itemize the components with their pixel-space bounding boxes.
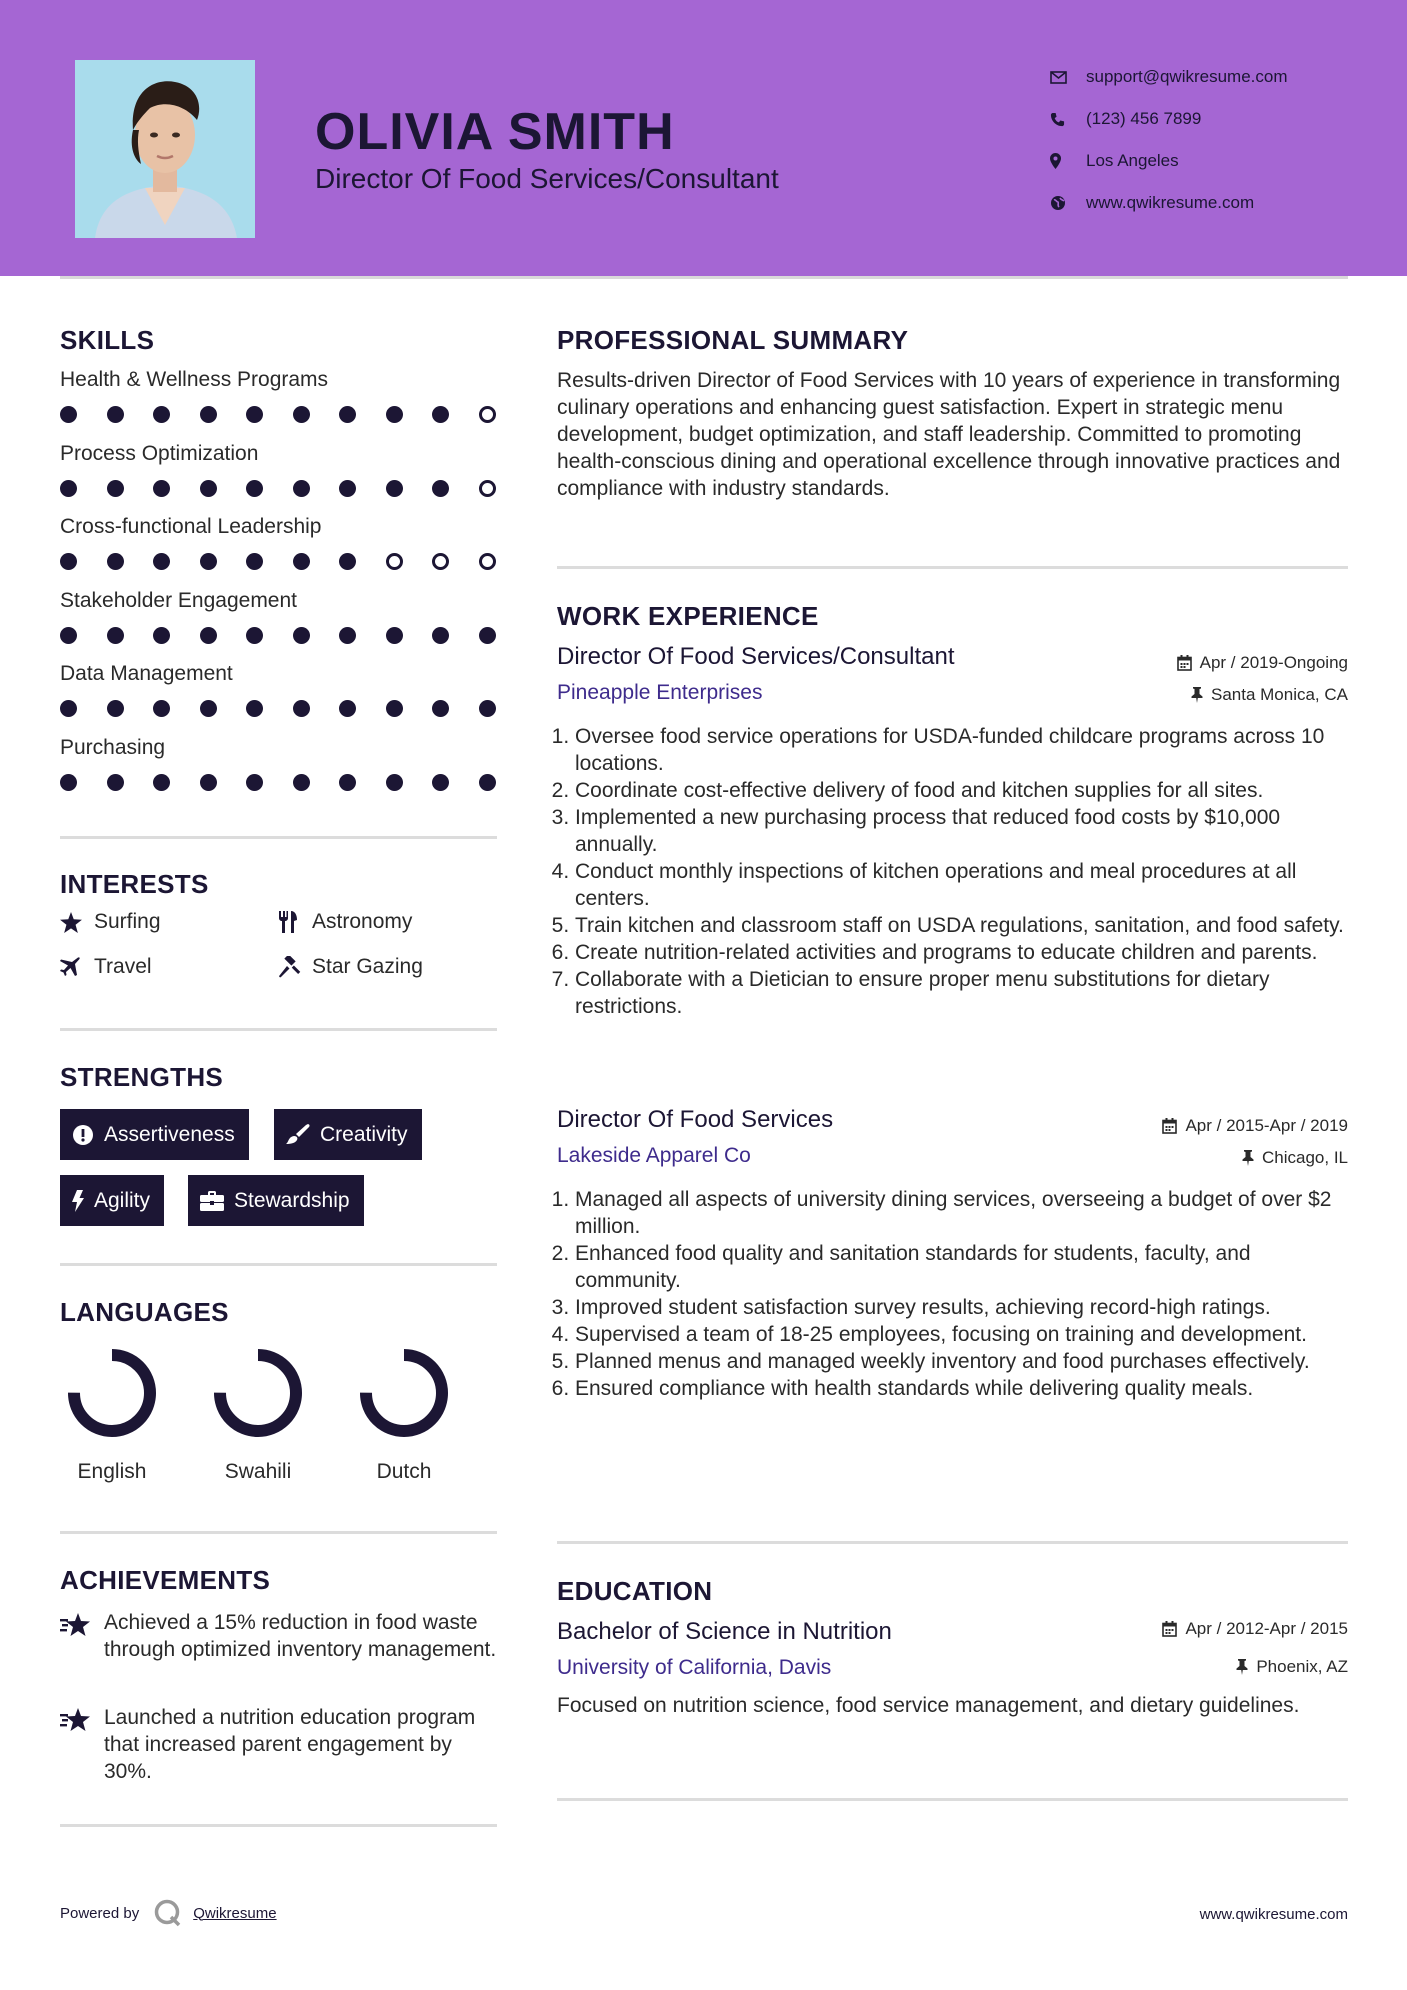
job-dates: Apr / 2015-Apr / 2019 (1162, 1116, 1348, 1136)
rating-dot-filled (246, 774, 263, 791)
duty-item: 2. Enhanced food quality and sanitation standards for students, faculty, and community. (575, 1240, 1352, 1294)
duty-item: 3. Implemented a new purchasing process that reduced food costs by $10,000 annually. (575, 804, 1352, 858)
rating-dot-filled (293, 406, 310, 423)
candidate-name: OLIVIA SMITH (315, 103, 675, 161)
skill-rating (60, 700, 525, 717)
duty-item: 5. Planned menus and managed weekly inventory and food purchases effectively. (575, 1348, 1352, 1375)
education-location: Phoenix, AZ (1236, 1657, 1348, 1677)
envelope-icon (1050, 71, 1086, 84)
rating-dot-filled (246, 480, 263, 497)
job-location: Santa Monica, CA (1191, 685, 1348, 705)
duty-item: 7. Collaborate with a Dietician to ensure proper menu substitutions for dietary restrictions. (575, 966, 1352, 1020)
footer-powered-by: Powered by Qwikresume (60, 1898, 277, 1928)
contact-website[interactable]: www.qwikresume.com (1050, 182, 1380, 224)
education-school: University of California, Davis (557, 1656, 832, 1679)
skill-rating (60, 480, 525, 497)
job-dates: Apr / 2019-Ongoing (1177, 653, 1348, 673)
paint-brush-icon (286, 1124, 310, 1146)
contact-list (1050, 56, 1380, 224)
strengths-heading: STRENGTHS (60, 1062, 224, 1092)
achievement-item: Launched a nutrition education program that increased parent engagement by 30%. (60, 1704, 500, 1785)
rating-dot-empty (432, 553, 449, 570)
interests-heading: INTERESTS (60, 869, 209, 899)
rating-dot-filled (293, 627, 310, 644)
pushpin-icon (1236, 1659, 1248, 1675)
section-divider (557, 1798, 1348, 1801)
rating-dot-filled (432, 480, 449, 497)
rating-dot-filled (339, 406, 356, 423)
rating-dot-filled (386, 700, 403, 717)
shooting-star-icon (60, 1609, 104, 1663)
contact-phone[interactable]: (123) 456 7899 (1050, 98, 1380, 140)
rating-dot-filled (293, 480, 310, 497)
rating-dot-filled (293, 700, 310, 717)
candidate-title: Director Of Food Services/Consultant (315, 163, 779, 194)
rating-dot-filled (153, 627, 170, 644)
rating-dot-filled (200, 774, 217, 791)
rating-dot-empty (479, 406, 496, 423)
pushpin-icon (1242, 1150, 1254, 1166)
language-item (198, 1345, 318, 1484)
language-level-ring (64, 1345, 160, 1441)
rating-dot-filled (479, 774, 496, 791)
section-divider (60, 1263, 497, 1266)
section-divider (60, 1531, 497, 1534)
rating-dot-filled (107, 480, 124, 497)
rating-dot-filled (153, 774, 170, 791)
duty-item: 2. Coordinate cost-effective delivery of food and kitchen supplies for all sites. (575, 777, 1352, 804)
rating-dot-filled (60, 480, 77, 497)
skill-rating (60, 627, 525, 644)
rating-dot-filled (339, 480, 356, 497)
interest-item: Travel (60, 955, 152, 979)
achievement-item: Achieved a 15% reduction in food waste through optimized inventory management. (60, 1609, 500, 1663)
rating-dot-filled (107, 700, 124, 717)
job-title: Director Of Food Services/Consultant (557, 643, 955, 670)
plane-icon (60, 957, 94, 977)
rating-dot-empty (479, 480, 496, 497)
rating-dot-filled (200, 406, 217, 423)
qwikresume-logo-icon (153, 1898, 183, 1928)
section-divider (557, 566, 1348, 569)
star-icon (60, 912, 94, 933)
duty-item: 5. Train kitchen and classroom staff on USDA regulations, sanitation, and food safety. (575, 912, 1352, 939)
job-duties-list (557, 723, 1352, 1020)
calendar-icon (1177, 655, 1192, 671)
rating-dot-filled (432, 700, 449, 717)
skill-name: Data Management (60, 662, 233, 685)
rating-dot-filled (246, 700, 263, 717)
rating-dot-filled (293, 774, 310, 791)
achievements-heading: ACHIEVEMENTS (60, 1565, 271, 1595)
education-description: Focused on nutrition science, food service management, and dietary guidelines. (557, 1694, 1300, 1717)
bolt-icon (72, 1190, 84, 1212)
rating-dot-empty (386, 553, 403, 570)
skill-name: Cross-functional Leadership (60, 515, 322, 538)
header-divider (60, 276, 1348, 279)
rating-dot-filled (432, 627, 449, 644)
duty-item: 3. Improved student satisfaction survey results, achieving record-high ratings. (575, 1294, 1352, 1321)
shooting-star-icon (60, 1704, 104, 1785)
skill-name: Purchasing (60, 735, 166, 759)
duty-item: 6. Create nutrition-related activities and programs to educate children and parents. (575, 939, 1352, 966)
skill-name: Stakeholder Engagement (60, 588, 297, 612)
rating-dot-filled (153, 553, 170, 570)
contact-location: Los Angeles (1050, 140, 1380, 182)
skill-name: Process Optimization (60, 441, 259, 465)
briefcase-icon (200, 1191, 224, 1211)
language-label: Dutch (376, 1460, 432, 1483)
contact-email[interactable]: support@qwikresume.com (1050, 56, 1380, 98)
skill-name: Health & Wellness Programs (60, 368, 329, 391)
interest-item: Astronomy (278, 910, 412, 934)
rating-dot-filled (60, 553, 77, 570)
language-label: Swahili (224, 1460, 292, 1483)
language-item (52, 1345, 172, 1484)
language-item (344, 1345, 464, 1484)
language-level-ring (356, 1345, 452, 1441)
skills-heading: SKILLS (60, 325, 155, 355)
skill-rating (60, 553, 525, 570)
rating-dot-filled (386, 627, 403, 644)
job-company: Pineapple Enterprises (557, 681, 763, 704)
section-divider (60, 1824, 497, 1827)
rating-dot-filled (107, 406, 124, 423)
interest-item: Star Gazing (278, 955, 423, 979)
rating-dot-filled (339, 774, 356, 791)
language-label: English (77, 1460, 147, 1483)
strength-badge: Assertiveness (60, 1109, 249, 1160)
duty-item: 4. Conduct monthly inspections of kitchen operations and meal procedures at all centers. (575, 858, 1352, 912)
interest-item: Surfing (60, 910, 161, 934)
duty-item: 6. Ensured compliance with health standards while delivering quality meals. (575, 1375, 1352, 1402)
languages-heading: LANGUAGES (60, 1297, 229, 1327)
phone-icon (1050, 112, 1086, 127)
rating-dot-filled (246, 627, 263, 644)
duty-item: 4. Supervised a team of 18-25 employees, focusing on training and development. (575, 1321, 1352, 1348)
profile-photo (75, 60, 255, 238)
rating-dot-filled (200, 700, 217, 717)
rating-dot-filled (339, 627, 356, 644)
strength-badge: Agility (60, 1175, 164, 1226)
rating-dot-filled (107, 774, 124, 791)
rating-dot-filled (153, 480, 170, 497)
rating-dot-filled (386, 774, 403, 791)
rating-dot-filled (339, 700, 356, 717)
rating-dot-filled (293, 553, 310, 570)
rating-dot-filled (246, 406, 263, 423)
section-divider (60, 1028, 497, 1031)
rating-dot-filled (246, 553, 263, 570)
job-title: Director Of Food Services (557, 1106, 834, 1133)
strength-badge: Stewardship (188, 1175, 364, 1226)
experience-heading: WORK EXPERIENCE (557, 601, 819, 631)
skill-rating (60, 406, 525, 423)
rating-dot-empty (479, 553, 496, 570)
language-level-ring (210, 1345, 306, 1441)
section-divider (60, 836, 497, 839)
map-marker-icon (1050, 153, 1086, 169)
utensils-icon (278, 911, 312, 933)
rating-dot-filled (339, 553, 356, 570)
rating-dot-filled (107, 553, 124, 570)
job-company: Lakeside Apparel Co (557, 1144, 751, 1167)
rating-dot-filled (153, 700, 170, 717)
calendar-icon (1162, 1621, 1177, 1637)
rating-dot-filled (386, 480, 403, 497)
rating-dot-filled (432, 774, 449, 791)
summary-text: Results-driven Director of Food Services with 10 years of experience in transforming culinary operations and enhancing guest satisfaction. Expert in strategic menu development, budget optimization, and staff leadership. Committed to promoting health-conscious dining and operational excellence through innovative practices and compliance with industry standards. (557, 369, 1341, 500)
education-dates: Apr / 2012-Apr / 2015 (1162, 1619, 1348, 1639)
rating-dot-filled (153, 406, 170, 423)
gavel-icon (278, 956, 312, 978)
rating-dot-filled (200, 480, 217, 497)
rating-dot-filled (432, 406, 449, 423)
education-degree: Bachelor of Science in Nutrition (557, 1618, 892, 1645)
rating-dot-filled (386, 406, 403, 423)
pushpin-icon (1191, 687, 1203, 703)
footer-website[interactable]: www.qwikresume.com (1199, 1906, 1348, 1923)
rating-dot-filled (60, 627, 77, 644)
rating-dot-filled (479, 700, 496, 717)
summary-heading: PROFESSIONAL SUMMARY (557, 325, 909, 355)
rating-dot-filled (60, 774, 77, 791)
rating-dot-filled (479, 627, 496, 644)
qwikresume-link[interactable]: Qwikresume (193, 1904, 277, 1922)
rating-dot-filled (60, 406, 77, 423)
skill-rating (60, 774, 525, 791)
rating-dot-filled (200, 553, 217, 570)
rating-dot-filled (60, 700, 77, 717)
section-divider (557, 1541, 1348, 1544)
strength-badge: Creativity (274, 1109, 422, 1160)
rating-dot-filled (200, 627, 217, 644)
exclamation-circle-icon (72, 1124, 94, 1146)
duty-item: 1. Managed all aspects of university dining services, overseeing a budget of over $2 million. (575, 1186, 1352, 1240)
duty-item: 1. Oversee food service operations for USDA-funded childcare programs across 10 locations. (575, 723, 1352, 777)
education-heading: EDUCATION (557, 1576, 713, 1606)
rating-dot-filled (107, 627, 124, 644)
calendar-icon (1162, 1118, 1177, 1134)
globe-icon (1050, 195, 1086, 211)
resume-header (0, 0, 1407, 276)
job-duties-list (557, 1186, 1352, 1402)
job-location: Chicago, IL (1242, 1148, 1348, 1168)
